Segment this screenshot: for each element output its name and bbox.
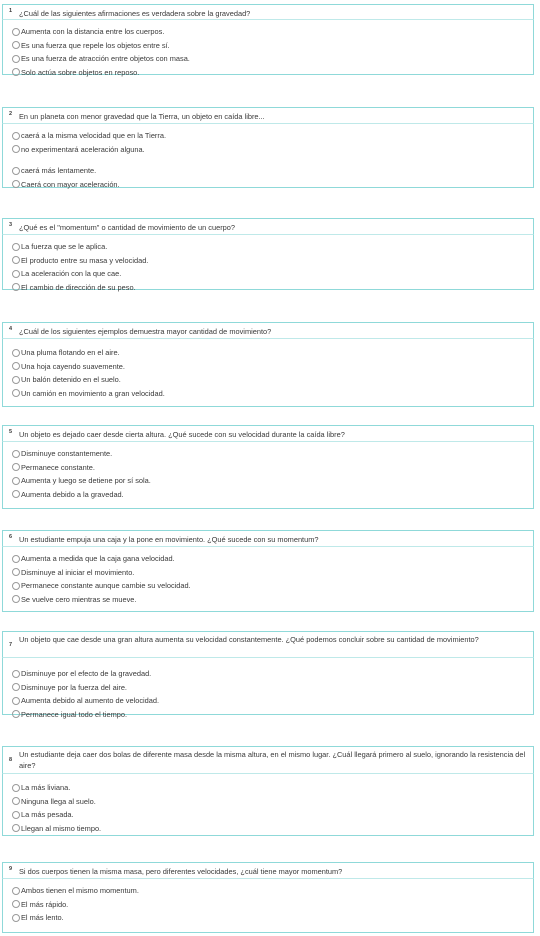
option-label: Disminuye constantemente. <box>21 449 113 459</box>
options-list <box>2 547 534 612</box>
option-item[interactable] <box>3 461 533 475</box>
option-label: Permanece constante. <box>21 462 95 472</box>
question-text: ¿Cuál de los siguientes ejemplos demuestra mayor cantidad de movimiento? <box>19 327 272 336</box>
question-8 <box>2 746 534 836</box>
radio-button[interactable] <box>12 389 20 397</box>
radio-button[interactable] <box>12 243 20 251</box>
option-item[interactable] <box>3 667 533 681</box>
options-list <box>2 658 534 719</box>
option-label: La más liviana. <box>21 783 71 793</box>
options-list <box>2 774 534 836</box>
option-item[interactable] <box>3 66 533 80</box>
option-label: Aumenta debido al aumento de velocidad. <box>21 696 160 706</box>
option-item[interactable] <box>3 387 533 401</box>
option-label: Permanece constante aunque cambie su velocidad. <box>21 581 191 591</box>
question-number: 9 <box>9 866 13 872</box>
radio-button[interactable] <box>12 490 20 498</box>
option-item[interactable] <box>3 552 533 566</box>
question-text: Un estudiante deja caer dos bolas de diferente masa desde la misma altura, en el mismo lugar. ¿Cuál llegará primero al suelo, ignorando la resistencia del aire? <box>19 750 526 770</box>
option-label: Disminuye al iniciar el movimiento. <box>21 567 135 577</box>
option-label: Disminuye por la fuerza del aire. <box>21 682 127 692</box>
question-header <box>2 862 534 879</box>
options-list <box>2 124 534 188</box>
question-header <box>2 322 534 339</box>
option-item[interactable] <box>3 488 533 502</box>
question-number: 6 <box>9 534 13 540</box>
option-item[interactable] <box>3 52 533 66</box>
question-text: Si dos cuerpos tienen la misma masa, pero diferentes velocidades, ¿cuál tiene mayor momentum? <box>19 867 343 876</box>
radio-button[interactable] <box>12 376 20 384</box>
option-label: La fuerza que se le aplica. <box>21 242 108 252</box>
option-label: Una hoja cayendo suavemente. <box>21 361 125 371</box>
radio-button[interactable] <box>12 670 20 678</box>
question-number: 2 <box>9 111 13 117</box>
question-7 <box>2 631 534 719</box>
option-label: Se vuelve cero mientras se mueve. <box>21 594 137 604</box>
radio-button[interactable] <box>12 477 20 485</box>
option-item[interactable] <box>3 240 533 254</box>
option-label: no experimentará aceleración alguna. <box>21 144 145 154</box>
question-6 <box>2 530 534 612</box>
radio-button[interactable] <box>12 283 20 291</box>
radio-button[interactable] <box>12 41 20 49</box>
option-item[interactable] <box>3 129 533 143</box>
question-1 <box>2 4 534 75</box>
option-label: Un balón detenido en el suelo. <box>21 375 121 385</box>
question-9 <box>2 862 534 933</box>
option-label: El más lento. <box>21 913 64 923</box>
question-number: 1 <box>9 8 13 14</box>
option-label: El cambio de dirección de su peso. <box>21 282 136 292</box>
question-header <box>2 530 534 547</box>
radio-button[interactable] <box>12 595 20 603</box>
question-header <box>2 4 534 20</box>
option-label: La más pesada. <box>21 810 74 820</box>
radio-button[interactable] <box>12 797 20 805</box>
option-label: Es una fuerza que repele los objetos entre sí. <box>21 40 170 50</box>
radio-button[interactable] <box>12 132 20 140</box>
radio-button[interactable] <box>12 900 20 908</box>
option-label: La aceleración con la que cae. <box>21 269 122 279</box>
question-text: Un objeto es dejado caer desde cierta altura. ¿Qué sucede con su velocidad durante la caída libre? <box>19 430 345 439</box>
question-text: Un estudiante empuja una caja y la pone en movimiento. ¿Qué sucede con su momentum? <box>19 535 319 544</box>
option-label: El más rápido. <box>21 899 69 909</box>
question-header <box>2 107 534 124</box>
radio-button[interactable] <box>12 683 20 691</box>
question-header <box>2 218 534 235</box>
option-label: Caerá con mayor aceleración. <box>21 179 120 189</box>
question-header <box>2 746 534 774</box>
radio-button[interactable] <box>12 362 20 370</box>
option-label: Permanece igual todo el tiempo. <box>21 709 127 719</box>
question-text: Un objeto que cae desde una gran altura aumenta su velocidad constantemente. ¿Qué podemos concluir sobre su cantidad de movimiento? <box>19 635 479 644</box>
option-label: Es una fuerza de atracción entre objetos con masa. <box>21 54 190 64</box>
option-item[interactable] <box>3 795 533 809</box>
option-label: Disminuye por el efecto de la gravedad. <box>21 669 152 679</box>
option-label: Aumenta a medida que la caja gana velocidad. <box>21 554 175 564</box>
question-number: 8 <box>9 757 13 763</box>
question-2 <box>2 107 534 188</box>
radio-button[interactable] <box>12 555 20 563</box>
option-item[interactable] <box>3 281 533 295</box>
option-item[interactable] <box>3 579 533 593</box>
option-item[interactable] <box>3 447 533 461</box>
question-number: 3 <box>9 222 13 228</box>
option-item[interactable] <box>3 25 533 39</box>
radio-button[interactable] <box>12 784 20 792</box>
question-number: 5 <box>9 429 13 435</box>
option-item[interactable] <box>3 474 533 488</box>
question-5 <box>2 425 534 509</box>
radio-button[interactable] <box>12 55 20 63</box>
radio-button[interactable] <box>12 68 20 76</box>
option-item[interactable] <box>3 808 533 822</box>
radio-button[interactable] <box>12 582 20 590</box>
radio-button[interactable] <box>12 824 20 832</box>
option-label: El producto entre su masa y velocidad. <box>21 255 149 265</box>
question-number: 7 <box>9 642 13 648</box>
question-3 <box>2 218 534 290</box>
option-label: Aumenta con la distancia entre los cuerpos. <box>21 27 165 37</box>
radio-button[interactable] <box>12 450 20 458</box>
radio-button[interactable] <box>12 28 20 36</box>
radio-button[interactable] <box>12 914 20 922</box>
question-text: En un planeta con menor gravedad que la Tierra, un objeto en caída libre... <box>19 112 265 121</box>
option-item[interactable] <box>3 822 533 836</box>
option-label: Ninguna llega al suelo. <box>21 796 96 806</box>
radio-button[interactable] <box>12 463 20 471</box>
options-list <box>2 442 534 509</box>
option-label: caerá más lentamente. <box>21 166 97 176</box>
options-list <box>2 339 534 407</box>
option-item[interactable] <box>3 708 533 722</box>
option-item[interactable] <box>3 681 533 695</box>
option-label: caerá a la misma velocidad que en la Tierra. <box>21 131 167 141</box>
option-item[interactable] <box>3 267 533 281</box>
radio-button[interactable] <box>12 270 20 278</box>
option-item[interactable] <box>3 360 533 374</box>
question-text: ¿Cuál de las siguientes afirmaciones es verdadera sobre la gravedad? <box>19 9 251 18</box>
options-list <box>2 20 534 75</box>
radio-button[interactable] <box>12 887 20 895</box>
question-header <box>2 425 534 442</box>
option-item[interactable] <box>3 911 533 925</box>
options-list <box>2 879 534 933</box>
radio-button[interactable] <box>12 256 20 264</box>
option-item[interactable] <box>3 898 533 912</box>
option-label: Una pluma flotando en el aire. <box>21 348 120 358</box>
radio-button[interactable] <box>12 167 20 175</box>
option-item[interactable] <box>3 346 533 360</box>
option-item[interactable] <box>3 781 533 795</box>
question-4 <box>2 322 534 407</box>
option-item[interactable] <box>3 566 533 580</box>
option-item[interactable] <box>3 373 533 387</box>
option-item[interactable] <box>3 39 533 53</box>
radio-button[interactable] <box>12 568 20 576</box>
option-label: Ambos tienen el mismo momentum. <box>21 886 139 896</box>
radio-button[interactable] <box>12 145 20 153</box>
radio-button[interactable] <box>12 697 20 705</box>
option-item[interactable] <box>3 254 533 268</box>
option-item[interactable] <box>3 164 533 178</box>
radio-button[interactable] <box>12 349 20 357</box>
option-item[interactable] <box>3 593 533 607</box>
options-list <box>2 235 534 290</box>
question-header <box>2 631 534 658</box>
question-text: ¿Qué es el "momentum" o cantidad de movimiento de un cuerpo? <box>19 223 235 232</box>
option-label: Solo actúa sobre objetos en reposo. <box>21 67 140 77</box>
option-item[interactable] <box>3 694 533 708</box>
option-item[interactable] <box>3 178 533 192</box>
option-label: Aumenta y luego se detiene por sí sola. <box>21 476 151 486</box>
question-number: 4 <box>9 326 13 332</box>
option-label: Aumenta debido a la gravedad. <box>21 489 124 499</box>
option-item[interactable] <box>3 884 533 898</box>
radio-button[interactable] <box>12 710 20 718</box>
radio-button[interactable] <box>12 180 20 188</box>
radio-button[interactable] <box>12 811 20 819</box>
option-item[interactable] <box>3 143 533 157</box>
option-label: Llegan al mismo tiempo. <box>21 823 102 833</box>
option-label: Un camión en movimiento a gran velocidad. <box>21 388 165 398</box>
